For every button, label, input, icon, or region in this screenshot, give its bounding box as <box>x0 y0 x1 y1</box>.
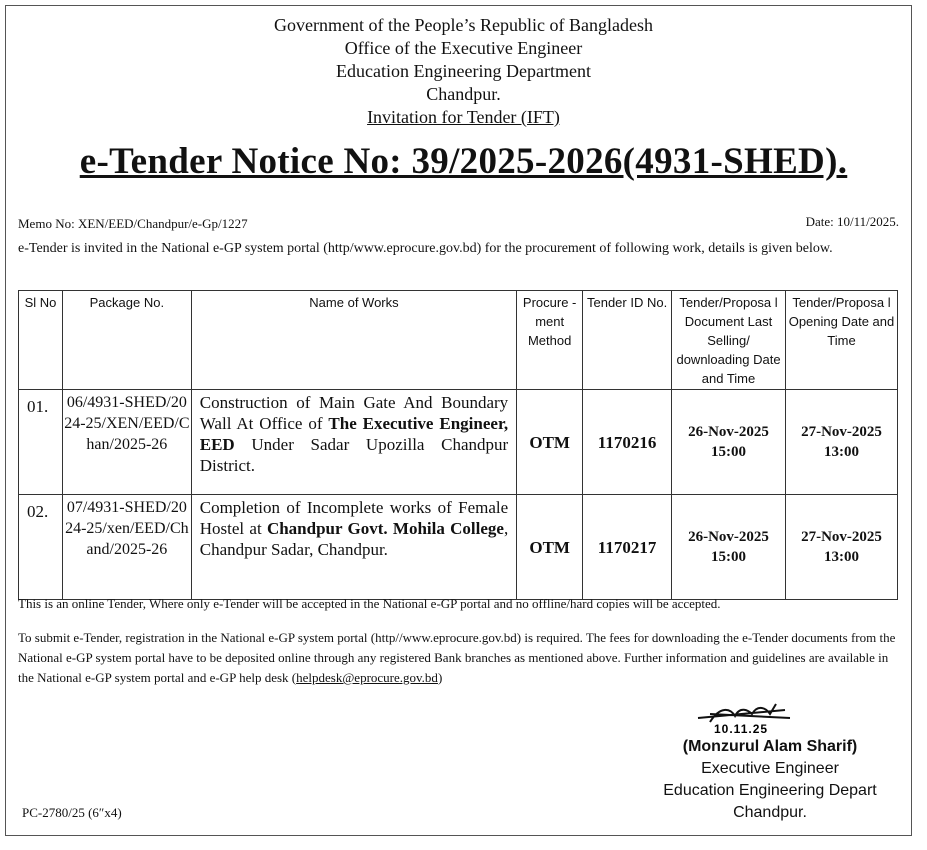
col-method: Procure -ment Method <box>517 291 583 390</box>
method: OTM <box>517 390 583 495</box>
col-selling-date: Tender/Proposa l Document Last Selling/ downloading Date and Time <box>672 291 786 390</box>
work-name <box>191 495 516 600</box>
pc-number: PC-2780/25 (6″x4) <box>22 805 122 820</box>
col-opening-date: Tender/Proposa l Opening Date and Time <box>785 291 897 390</box>
work-name <box>191 390 516 495</box>
header-line: Education Engineering Department <box>336 61 591 81</box>
package-no: 06/4931-SHED/2024-25/XEN/EED/Chan/2025-26 <box>62 390 191 495</box>
work-office: Chandpur Govt. Mohila College <box>266 519 504 538</box>
table-row <box>19 390 898 495</box>
memo-date: Date: 10/11/2025. <box>805 214 899 229</box>
ift-heading: Invitation for Tender (IFT) <box>367 107 560 127</box>
helpdesk-link[interactable]: helpdesk@eprocure.gov.bd <box>296 670 438 685</box>
submission-text: To submit e-Tender, registration in the National e-GP system portal (http//www.eprocure.gov.bd) is required. The fees for downloading the e-Tender documents from the National e-GP system portal have to be deposited online through any registered Bank branches as mentioned above. Further information and guidelines are available in the National e-GP system portal and e-GP help desk ( <box>18 630 896 685</box>
signature-icon <box>690 700 800 736</box>
department: Education Engineering Depart <box>663 782 877 799</box>
col-tender-id: Tender ID No. <box>583 291 672 390</box>
tender-id: 1170217 <box>583 495 672 600</box>
intro-text: e-Tender is invited in the National e-GP system portal (http/www.eprocure.gov.bd) for the procurement of following work, details is given below. <box>18 241 833 256</box>
table-header <box>19 291 898 390</box>
work-text: , Chandpur Sadar, Chandpur. <box>199 519 509 559</box>
signature-block <box>640 700 900 824</box>
header <box>0 14 927 129</box>
col-works: Name of Works <box>191 291 516 390</box>
tender-id: 1170216 <box>583 390 672 495</box>
opening-date: 27-Nov-2025 13:00 <box>785 495 897 600</box>
header-line: Chandpur. <box>426 84 501 104</box>
sl: 01. <box>19 390 63 495</box>
package-no: 07/4931-SHED/2024-25/xen/EED/Chand/2025-26 <box>62 495 191 600</box>
header-line: Office of the Executive Engineer <box>344 38 583 58</box>
tender-table <box>18 290 898 600</box>
sl: 02. <box>19 495 63 600</box>
work-text: Completion of Incomplete works of Female Hostel at <box>199 498 509 538</box>
opening-date: 27-Nov-2025 13:00 <box>785 390 897 495</box>
col-sl: Sl No <box>19 291 63 390</box>
signatory-name: (Monzurul Alam Sharif) <box>682 738 858 755</box>
signature-date: 10.11.25 <box>714 722 769 736</box>
work-text: Under Sadar Upozilla Chandpur District. <box>199 435 509 475</box>
memo-no: Memo No: XEN/EED/Chandpur/e-Gp/1227 <box>18 216 248 231</box>
table-row <box>19 495 898 600</box>
work-office: The Executive Engineer, EED <box>199 414 509 454</box>
paren: ) <box>437 670 443 685</box>
selling-date: 26-Nov-2025 15:00 <box>672 390 786 495</box>
notice-title: e-Tender Notice No: 39/2025-2026(4931-SHED). <box>79 141 848 182</box>
submission-note <box>18 628 903 688</box>
designation: Executive Engineer <box>701 760 839 777</box>
place: Chandpur. <box>733 804 807 821</box>
selling-date: 26-Nov-2025 15:00 <box>672 495 786 600</box>
online-note: This is an online Tender, Where only e-Tender will be accepted in the National e-GP portal and no offline/hard copies will be accepted. <box>18 596 721 611</box>
col-package: Package No. <box>62 291 191 390</box>
method: OTM <box>517 495 583 600</box>
header-line: Government of the People’s Republic of Bangladesh <box>274 15 653 35</box>
work-text: Construction of Main Gate And Boundary Wall At Office of <box>199 393 509 433</box>
